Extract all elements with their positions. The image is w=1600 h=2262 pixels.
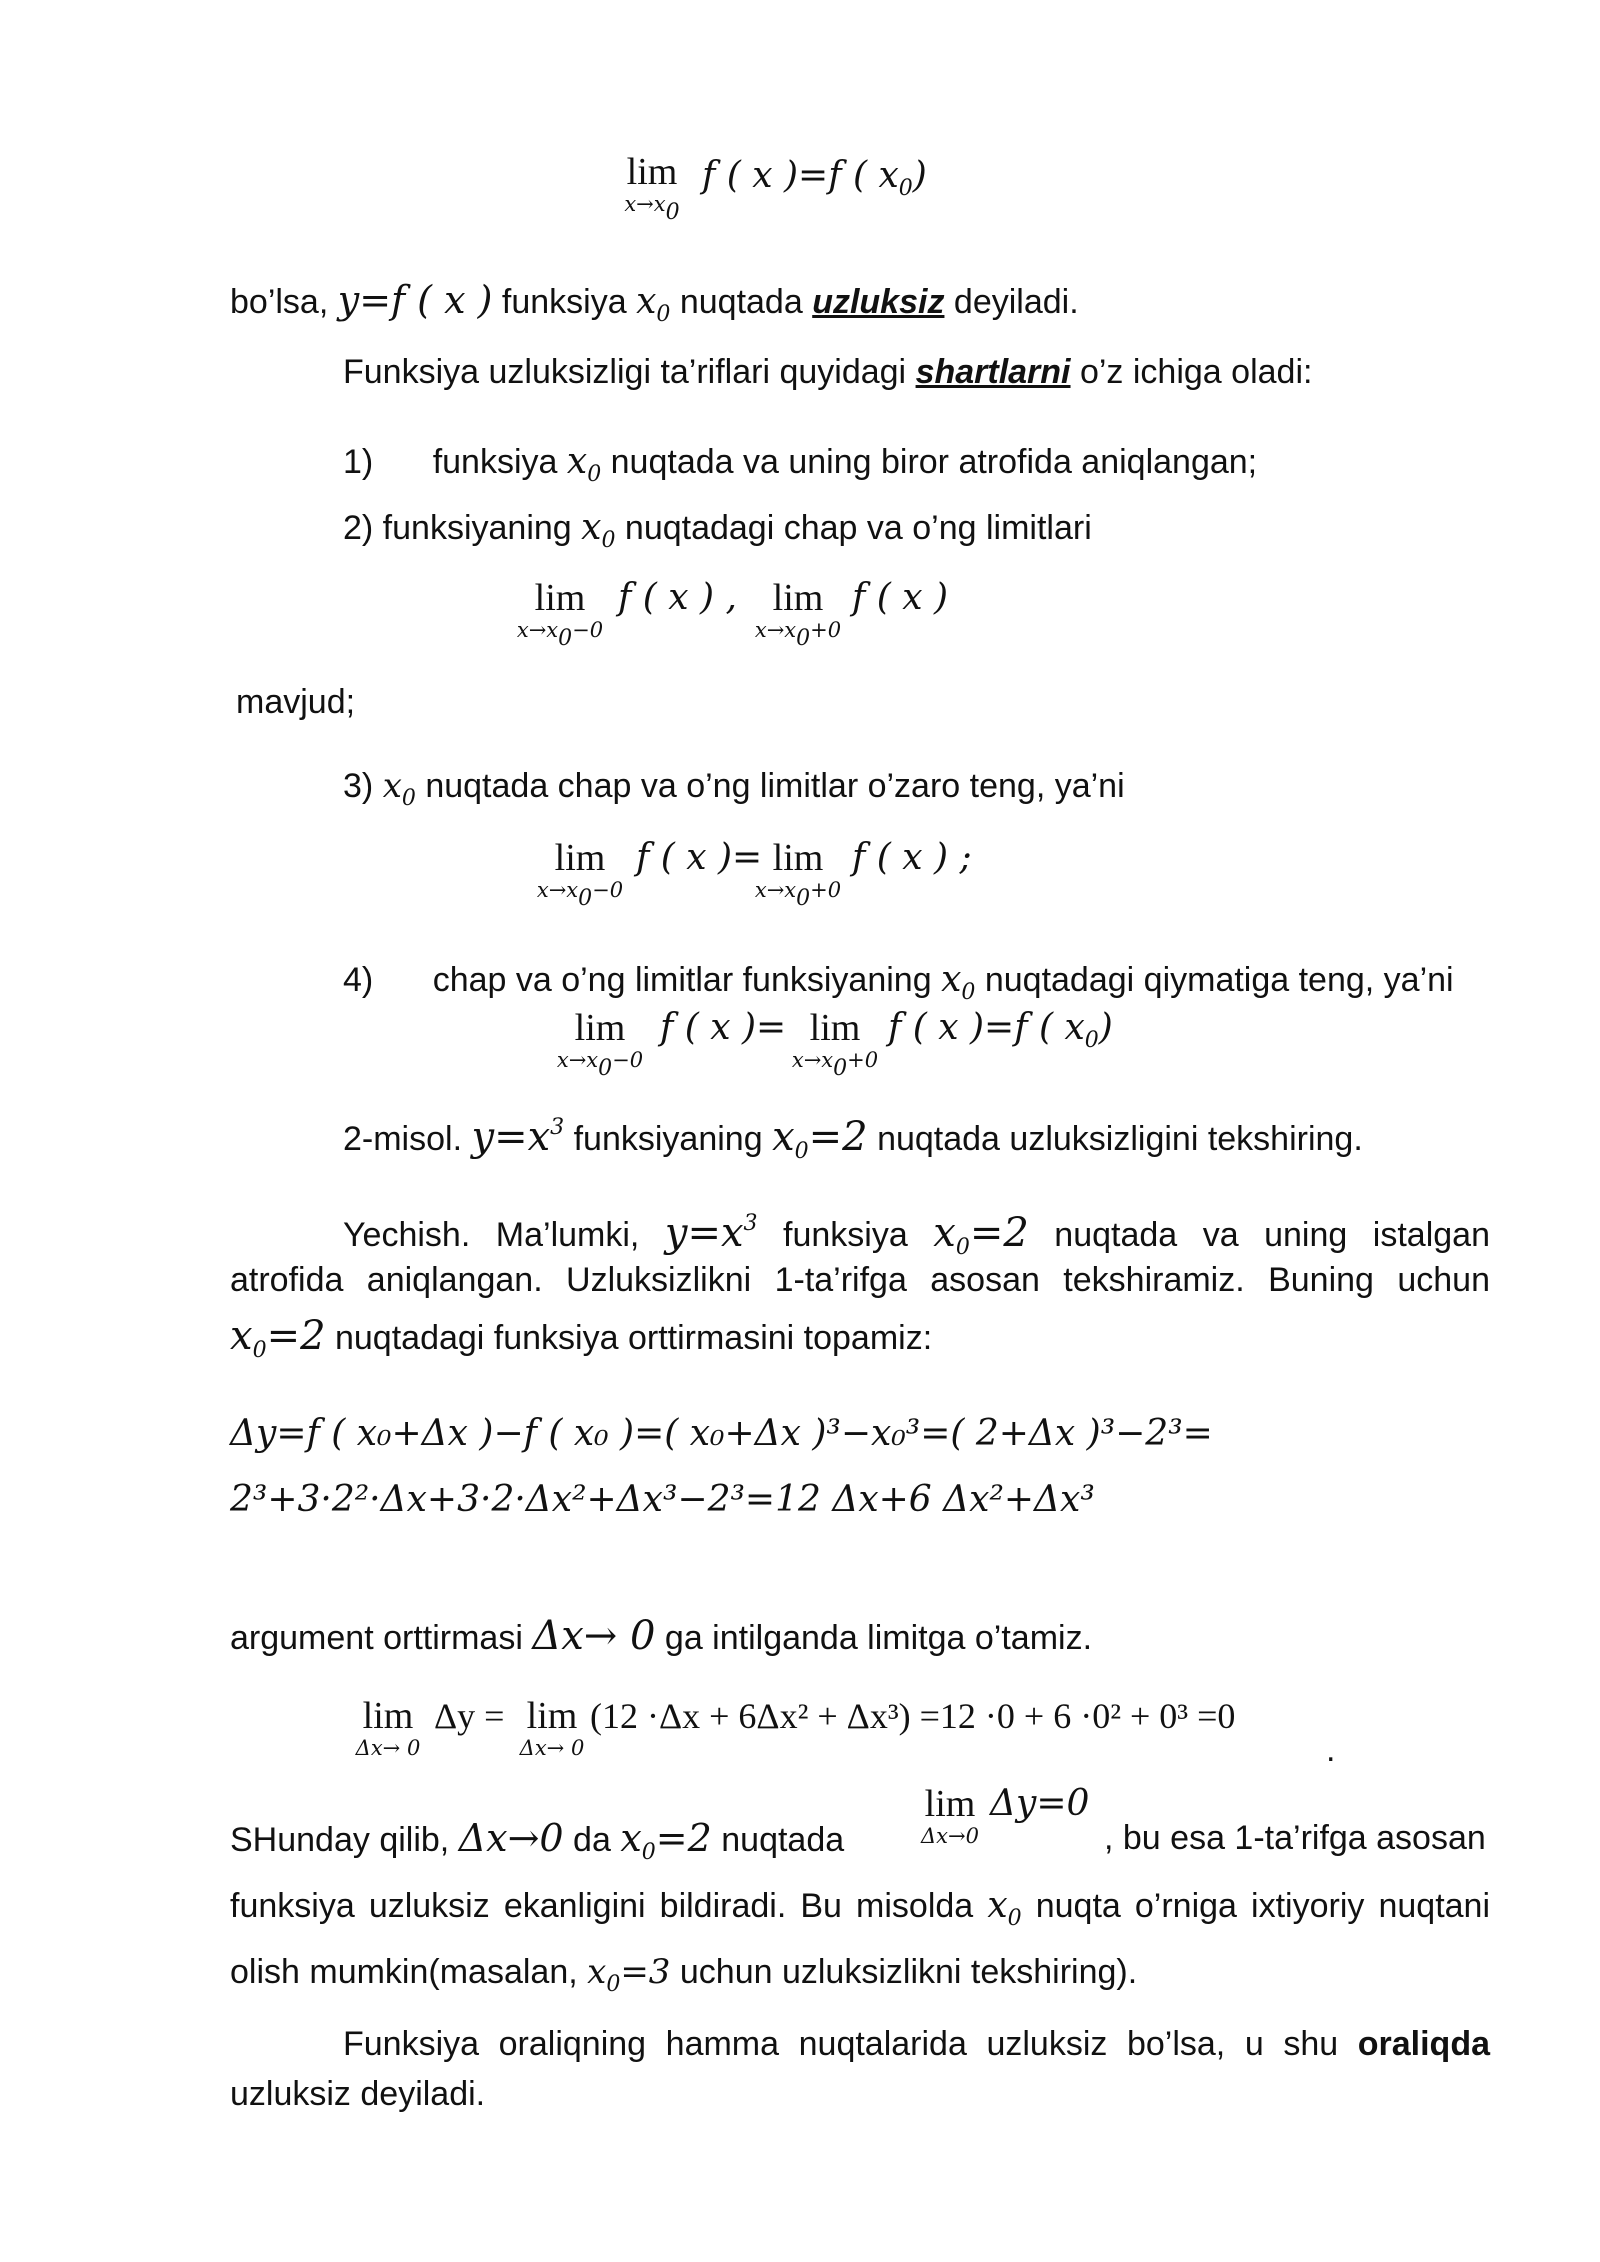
- formula-4-limit-left: lim x→x0−0: [556, 1007, 644, 1081]
- formula-3-f-right: f ( x ) ;: [852, 837, 972, 878]
- formula-2-limit-left: lim x→x0−0: [516, 577, 604, 651]
- formula-3-f-left: f ( x )=: [636, 837, 763, 878]
- paragraph-funksiya-uzluksiz: funksiya uzluksiz ekanligini bildiradi. Bu misolda $x_0$ nuqta o’rniga ixtiyoriy nuqtani: [230, 1885, 1491, 1931]
- formula-2-f-left: f ( x ) ,: [618, 577, 737, 618]
- solution-line-2: atrofida aniqlangan. Uzluksizlikni 1-ta’rifga asosan tekshiramiz. Buning uchun: [230, 1261, 1490, 1299]
- emphasis-shartlarni: shartlarni: [915, 353, 1071, 391]
- list-item-2: 2) funksiyaning $x_0$ nuqtadagi chap va o’ng limitlari: [343, 507, 1092, 553]
- list-item-1: 1) funksiya $x_0$ nuqtada va uning biror atrofida aniqlangan;: [343, 441, 1258, 487]
- paragraph-final-line-2: uzluksiz deyiladi.: [230, 2075, 486, 2113]
- mavjud-text: mavjud;: [236, 683, 356, 721]
- example-2-heading: 2-misol. $y=x^3$ funksiyaning $x_0=2$ nuqtada uzluksizligini tekshiring.: [343, 1114, 1363, 1164]
- formula-1-rhs: f ( x )=f ( $x_0$): [702, 155, 927, 201]
- shunday-limit-value: Δy=0: [990, 1783, 1090, 1824]
- emphasis-uzluksiz: uzluksiz: [812, 283, 945, 321]
- paragraph-bolsa: bo’lsa, y=f ( x ) funksiya $x_0$ nuqtada uzluksiz deyiladi.: [230, 278, 1079, 327]
- paragraph-shartlar: Funksiya uzluksizligi ta’riflari quyidagi shartlarni o’z ichiga oladi:: [343, 353, 1313, 391]
- formula-5-delta-y: Δy =: [434, 1696, 505, 1736]
- shunday-tail: , bu esa 1-ta’rifga asosan: [1104, 1819, 1486, 1857]
- paragraph-argument: argument orttirmasi Δx→ 0 ga intilganda limitga o’tamiz.: [230, 1613, 1093, 1659]
- delta-formula-line-1: Δy=f ( x₀+Δx )−f ( x₀ )=( x₀+Δx )³−x₀³=( 2+Δx )³−2³=: [230, 1413, 1213, 1454]
- formula-2-limit-right: lim x→x0+0: [754, 577, 842, 651]
- paragraph-olish: olish mumkin(masalan, $x_0=3$ uchun uzluksizlikni tekshiring).: [230, 1952, 1138, 1997]
- formula-3-limit-left: lim x→x0−0: [536, 837, 624, 911]
- formula-5-expression: (12 ·Δx + 6Δx² + Δx³) =12 ·0 + 6 ·0² + 0³ =0: [590, 1696, 1236, 1736]
- formula-4-f-left: f ( x )=: [660, 1007, 787, 1048]
- formula-4-limit-right: lim x→x0+0: [791, 1007, 879, 1081]
- list-item-3: 3) $x_0$ nuqtada chap va o’ng limitlar o’zaro teng, ya’ni: [343, 766, 1125, 811]
- shunday-limit: lim Δx→0: [921, 1783, 979, 1848]
- delta-formula-line-2: 2³+3·2²·Δx+3·2·Δx²+Δx³−2³=12 Δx+6 Δx²+Δx³: [230, 1479, 1095, 1520]
- formula-5-limit-left: lim Δx→ 0: [355, 1695, 421, 1760]
- formula-5-limit-right: lim Δx→ 0: [519, 1695, 585, 1760]
- lim-word: lim: [626, 151, 678, 193]
- formula-3-limit-right: lim x→x0+0: [754, 837, 842, 911]
- formula-1-limit: lim x→x0: [620, 152, 684, 225]
- solution-line-1: Yechish. Ma’lumki, $y=x^3$ funksiya $x_0=2$ nuqtada va uning istalgan: [343, 1210, 1490, 1260]
- paragraph-final-line-1: Funksiya oraliqning hamma nuqtalarida uzluksiz bo’lsa, u shu oraliqda: [343, 2025, 1490, 2063]
- formula-4-f-right: f ( x )=f ( $x_0$): [888, 1007, 1113, 1053]
- emphasis-oraliqda: oraliqda: [1357, 2025, 1490, 2063]
- list-item-4: 4) chap va o’ng limitlar funksiyaning $x_0$ nuqtadagi qiymatiga teng, ya’ni: [343, 959, 1454, 1005]
- solution-line-3: $x_0=2$ nuqtadagi funksiya orttirmasini topamiz:: [230, 1313, 933, 1363]
- paragraph-shunday: SHunday qilib, Δx→0 da $x_0=2$ nuqtada: [230, 1816, 845, 1865]
- formula-5-period: .: [1326, 1731, 1336, 1769]
- formula-2-f-right: f ( x ): [852, 577, 949, 618]
- lim-subscript: x→x: [624, 192, 666, 216]
